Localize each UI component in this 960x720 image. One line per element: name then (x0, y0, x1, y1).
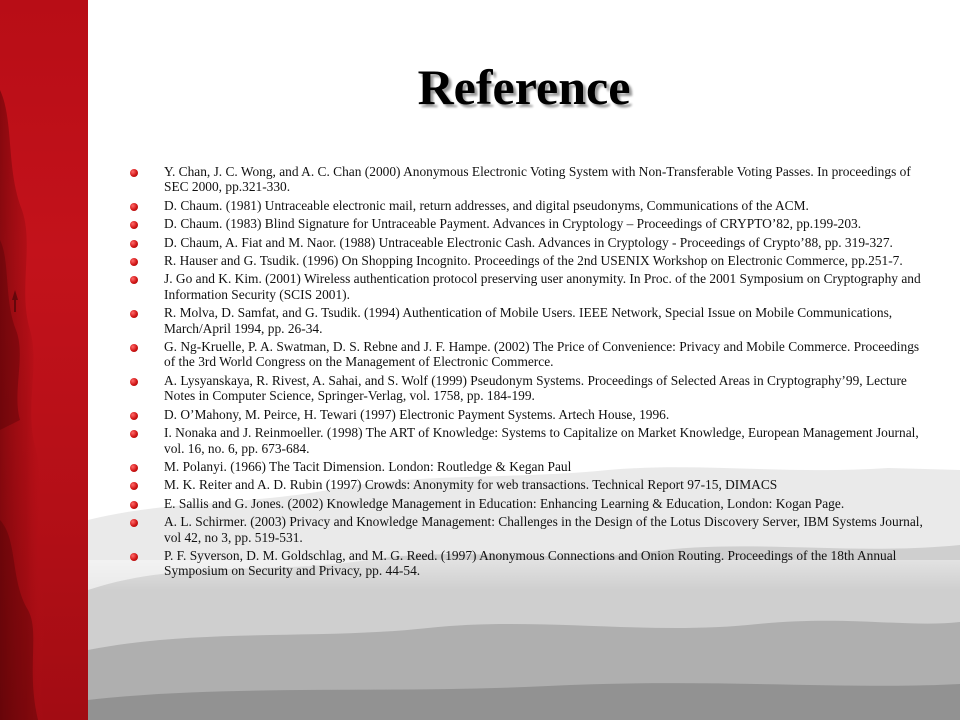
bullet-icon (130, 310, 138, 318)
reference-item (128, 548, 928, 579)
reference-item (128, 198, 928, 213)
reference-item (128, 253, 928, 268)
bullet-icon (130, 221, 138, 229)
reference-item (128, 235, 928, 250)
reference-text: R. Hauser and G. Tsudik. (1996) On Shopping Incognito. Proceedings of the 2nd USENIX Workshop on Electronic Commerce, pp.251-7. (164, 253, 903, 269)
slide-title: Reference (417, 59, 631, 115)
reference-item (128, 271, 928, 302)
bullet-icon (130, 482, 138, 490)
bullet-icon (130, 553, 138, 561)
reference-text: R. Molva, D. Samfat, and G. Tsudik. (1994) Authentication of Mobile Users. IEEE Network, Special Issue on Mobile Communications, March/April 1994, pp. 26-34. (164, 305, 893, 336)
reference-text: P. F. Syverson, D. M. Goldschlag, and M. G. Reed. (1997) Anonymous Connections and Onion Routing. Proceedings of the 18th Annual Symposium on Security and Privacy, pp. 44-54. (164, 547, 897, 579)
reference-text: I. Nonaka and J. Reinmoeller. (1998) The ART of Knowledge: Systems to Capitalize on Market Knowledge, European Management Journal, vol. 16, no. 6, pp. 673-684. (164, 425, 919, 456)
bullet-icon (130, 169, 138, 177)
side-band-landscape-art (0, 0, 88, 720)
reference-text: D. Chaum. (1983) Blind Signature for Untraceable Payment. Advances in Cryptology – Proceedings of CRYPTO’82, pp.199-203. (164, 216, 862, 232)
bullet-icon (130, 464, 138, 472)
reference-item (128, 216, 928, 231)
reference-text: Y. Chan, J. C. Wong, and A. C. Chan (2000) Anonymous Electronic Voting System with Non-Transferable Voting Passes. In proceedings of SEC 2000, pp.321-330. (164, 164, 911, 195)
reference-text: D. Chaum, A. Fiat and M. Naor. (1988) Untraceable Electronic Cash. Advances in Cryptology - Proceedings of Crypto’88, pp. 319-327. (164, 234, 893, 250)
bullet-icon (130, 519, 138, 527)
reference-item (128, 496, 928, 511)
bullet-icon (130, 344, 138, 352)
bullet-icon (130, 430, 138, 438)
reference-item (128, 425, 928, 456)
reference-text: M. K. Reiter and A. D. Rubin (1997) Crowds: Anonymity for web transactions. Technical Report 97-15, DIMACS (164, 477, 778, 493)
reference-item (128, 339, 928, 370)
reference-item (128, 477, 928, 492)
reference-text: A. Lysyanskaya, R. Rivest, A. Sahai, and S. Wolf (1999) Pseudonym Systems. Proceedings of Selected Areas in Cryptography’99, Lecture Notes in Computer Science, Springer-Verlag, vol. 1758, pp. 184-199. (164, 372, 907, 404)
reference-item (128, 164, 928, 195)
reference-text: J. Go and K. Kim. (2001) Wireless authentication protocol preserving user anonymity. In Proc. of the 2001 Symposium on Cryptography and Information Security (SCIS 2001). (164, 271, 921, 302)
reference-item (128, 373, 928, 404)
bullet-icon (130, 378, 138, 386)
bullet-icon (130, 203, 138, 211)
decorative-side-band (0, 0, 88, 720)
bullet-icon (130, 258, 138, 266)
reference-list (128, 164, 928, 582)
reference-text: D. Chaum. (1981) Untraceable electronic mail, return addresses, and digital pseudonyms, Communications of the ACM. (164, 197, 809, 213)
bullet-icon (130, 412, 138, 420)
reference-text: G. Ng-Kruelle, P. A. Swatman, D. S. Rebne and J. F. Hampe. (2002) The Price of Convenience: Privacy and Mobile Commerce. Proceedings of the 3rd World Congress on the Management of Electronic Commerce. (164, 339, 920, 370)
reference-text: A. L. Schirmer. (2003) Privacy and Knowledge Management: Challenges in the Design of the Lotus Discovery Server, IBM Systems Journal, vol 42, no 3, pp. 519-531. (164, 514, 923, 545)
bullet-icon (130, 501, 138, 509)
reference-item (128, 514, 928, 545)
reference-item (128, 305, 928, 336)
reference-text: D. O’Mahony, M. Peirce, H. Tewari (1997) Electronic Payment Systems. Artech House, 1996. (164, 406, 670, 422)
bullet-icon (130, 276, 138, 284)
reference-item (128, 407, 928, 422)
reference-item (128, 459, 928, 474)
bullet-icon (130, 240, 138, 248)
reference-text: M. Polanyi. (1966) The Tacit Dimension. London: Routledge & Kegan Paul (164, 458, 572, 474)
reference-text: E. Sallis and G. Jones. (2002) Knowledge Management in Education: Enhancing Learning & Education, London: Kogan Page. (164, 495, 845, 511)
